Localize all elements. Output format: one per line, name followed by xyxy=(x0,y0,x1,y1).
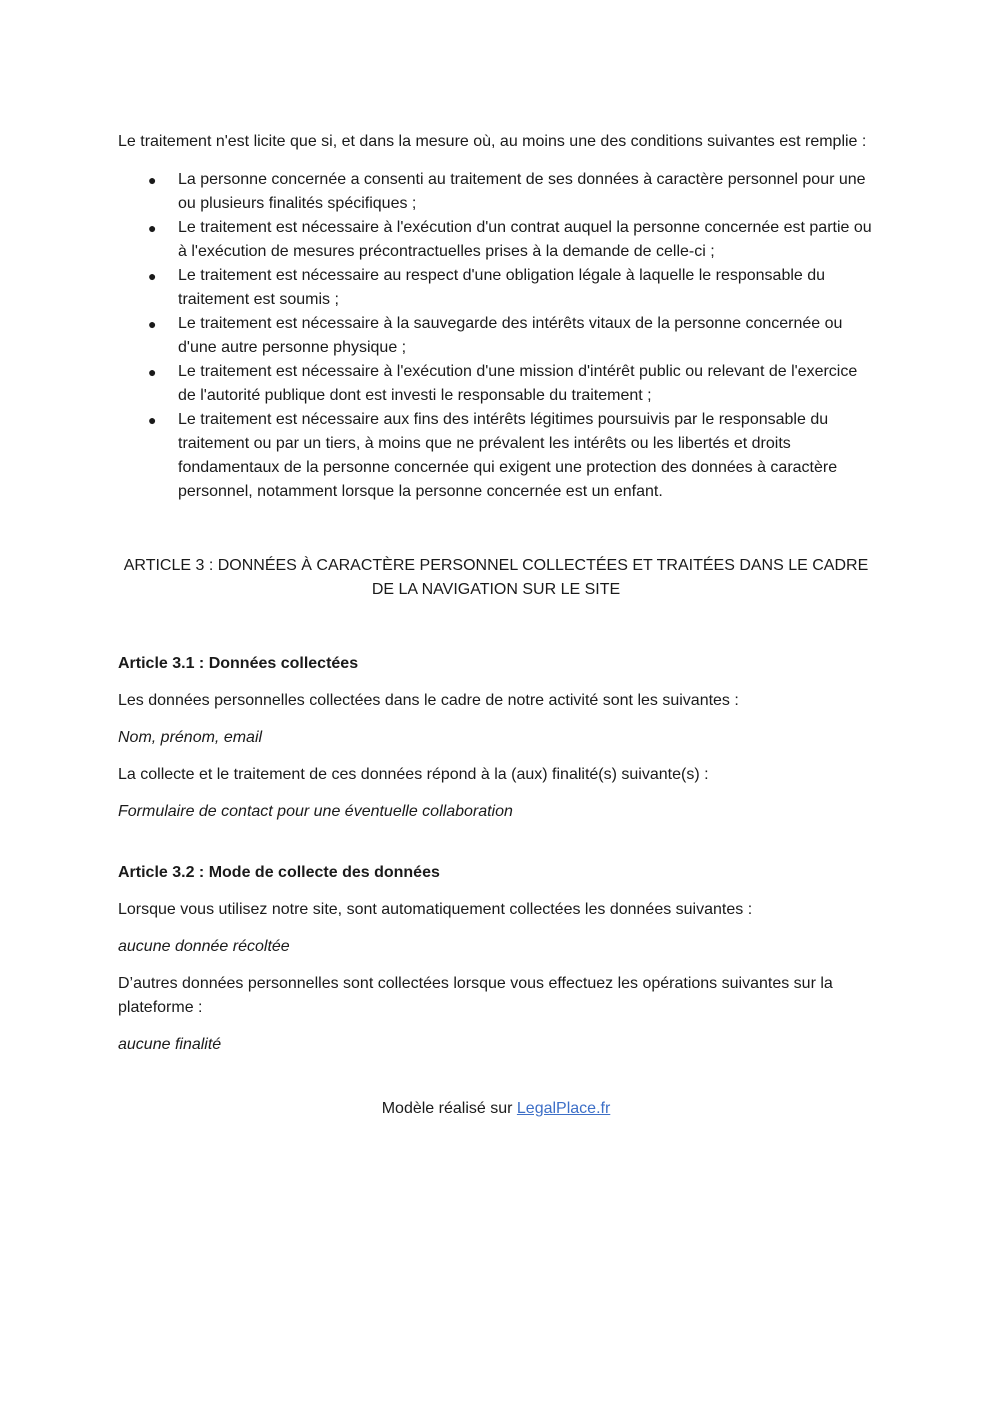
list-item xyxy=(118,168,874,216)
condition-text: Le traitement est nécessaire à la sauvegarde des intérêts vitaux de la personne concernée ou d'une autre personne physique ; xyxy=(178,315,843,356)
intro-paragraph: Le traitement n'est licite que si, et dans la mesure où, au moins une des conditions suivantes est remplie : xyxy=(118,133,867,150)
operations-value: aucune finalité xyxy=(118,1036,222,1053)
list-item xyxy=(118,216,874,264)
article-3-title: ARTICLE 3 : DONNÉES À CARACTÈRE PERSONNEL COLLECTÉES ET TRAITÉES DANS LE CADRE DE LA NAVIGATION SUR LE SITE xyxy=(123,557,869,598)
list-item xyxy=(118,312,874,360)
list-item xyxy=(118,408,874,504)
operations-intro: D’autres données personnelles sont collectées lorsque vous effectuez les opérations suivantes sur la plateforme : xyxy=(118,975,833,1016)
bullet-icon: ● xyxy=(148,364,157,380)
footer-credit xyxy=(118,1097,874,1121)
legalplace-link[interactable]: LegalPlace.fr xyxy=(516,1100,611,1117)
bullet-icon: ● xyxy=(148,412,157,428)
condition-text: La personne concernée a consenti au traitement de ses données à caractère personnel pour une ou plusieurs finalités spécifiques ; xyxy=(178,171,866,212)
list-item xyxy=(118,264,874,312)
purpose-value: Formulaire de contact pour une éventuelle collaboration xyxy=(118,803,513,820)
section-3-2-intro: Lorsque vous utilisez notre site, sont automatiquement collectées les données suivantes : xyxy=(118,901,753,918)
condition-text: Le traitement est nécessaire à l'exécution d'une mission d'intérêt public ou relevant de l'exercice de l'autorité publique dont est investi le responsable du traitement ; xyxy=(178,363,858,404)
auto-collected-value: aucune donnée récoltée xyxy=(118,938,290,955)
section-3-2-title: Article 3.2 : Mode de collecte des données xyxy=(118,864,440,881)
footer-prefix: Modèle réalisé sur xyxy=(381,1100,517,1117)
condition-text: Le traitement est nécessaire à l'exécution d'un contrat auquel la personne concernée est partie ou à l'exécution de mesures précontractuelles prises à la demande de celle-ci ; xyxy=(178,219,872,260)
section-3-1-title: Article 3.1 : Données collectées xyxy=(118,655,359,672)
condition-text: Le traitement est nécessaire au respect d'une obligation légale à laquelle le responsable du traitement est soumis ; xyxy=(178,267,826,308)
section-3-1-intro: Les données personnelles collectées dans le cadre de notre activité sont les suivantes : xyxy=(118,692,739,709)
purpose-intro: La collecte et le traitement de ces données répond à la (aux) finalité(s) suivante(s) : xyxy=(118,766,709,783)
condition-text: Le traitement est nécessaire aux fins des intérêts légitimes poursuivis par le responsable du traitement ou par un tiers, à moins que ne prévalent les intérêts ou les libertés et droits fondamentaux de la personne concernée qui exigent une protection des données à caractère personnel, notamment lorsque la personne concernée est un enfant. xyxy=(178,411,838,500)
bullet-icon: ● xyxy=(148,220,157,236)
collected-data-value: Nom, prénom, email xyxy=(118,729,263,746)
list-item xyxy=(118,360,874,408)
conditions-list xyxy=(118,168,874,504)
bullet-icon: ● xyxy=(148,268,157,284)
document-page xyxy=(118,130,874,1121)
bullet-icon: ● xyxy=(148,316,157,332)
bullet-icon: ● xyxy=(148,172,157,188)
